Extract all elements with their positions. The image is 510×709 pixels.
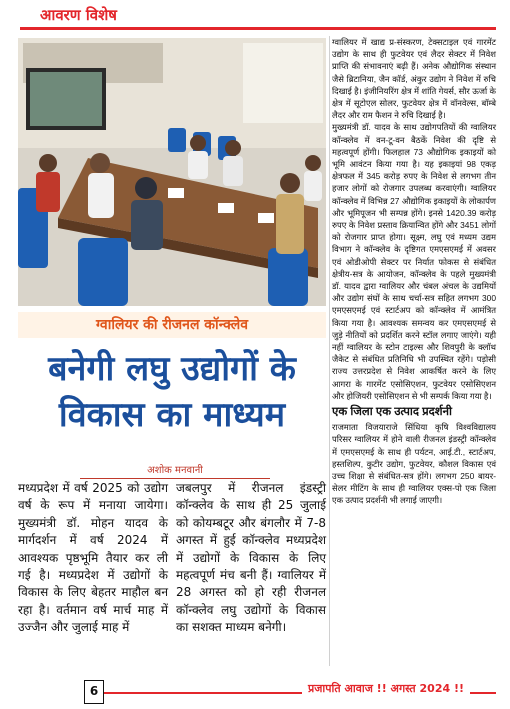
body-column-1: मध्यप्रदेश में वर्ष 2025 को उद्योग वर्ष के रूप में मनाया जायेगा। मुख्यमंत्री डॉ. मोहन यादव के मार्गदर्शन में वर्ष 2024 में आवश्यक पृष्ठभूमि तैयार कर ली गई है। मध्यप्रदेश में उद्योगों के विकास के लिए बेहतर माहौल बन रहा है। वर्तमान वर्ष मार्च माह में उज्जैन और जुलाई माह में <box>18 481 168 635</box>
header-rule <box>20 27 496 30</box>
page-number: 6 <box>84 680 104 704</box>
headline-line-1: बनेगी लघु उद्योगों के <box>48 349 296 389</box>
right-paragraph-1: ग्वालियर में खाद्य प्र-संस्करण, टेक्सटाइल एवं गारमेंट उद्योग के साथ ही फुटवेयर एवं लैदर सेक्टर में निवेश प्राप्ति की संभावनाएं बढ़ी हैं। अनेक औद्योगिक संस्थान जैसे ब्रिटानिया, जैन कॉर्ड, अंकुर उद्योग ने निवेश में रुचि दिखाई है। इंजीनियरिंग क्षेत्र में शांति गेयर्स, सौर ऊर्जा के क्षेत्र में सूटोएल सोलर, फुटवेयर क्षेत्र में वॉनवेल्स, बॉम्बे लैदर और राम फैशन ने रुचि दिखाई है। <box>332 37 496 121</box>
page-header <box>0 0 510 30</box>
author-byline: अशोक मनवानी <box>80 462 270 479</box>
magazine-name: प्रजापति आवाज !! अगस्त 2024 !! <box>302 681 470 696</box>
right-column <box>332 36 496 507</box>
right-paragraph-3: राजमाता विजयाराजे सिंधिया कृषि विश्वविद्यालय परिसर ग्वालियर में होने वाली रीजनल इंडस्ट्री कॉन्क्लेव में एमएसएमई के साथ ही पर्यटन, आई.टी., स्टार्टअप, हस्तशिल्प, कुटीर उद्योग, फुटवेयर, कौशल विकास एवं उच्च शिक्षा से संबंधित-सत्र होंगे। लगभग 250 बायर-सेलर मीटिंग के साथ ही ग्वालियर एक्स-पो एक जिला एक उत्पाद प्रदर्शनी भी लगाई जाएगी। <box>332 422 496 506</box>
column-divider <box>329 36 330 666</box>
kicker-text: ग्वालियर की रीजनल कॉन्क्लेव <box>96 317 248 333</box>
page-footer <box>0 678 510 709</box>
article-kicker <box>18 312 326 338</box>
meeting-photo <box>18 38 326 306</box>
right-paragraph-2: मुख्यमंत्री डॉ. यादव के साथ उद्योगपतियों की ग्वालियर कॉन्क्लेव में वन-टू-वन बैठकें निवेश की दृष्टि से महत्वपूर्ण होंगी। फिलहाल 73 औद्योगिक इकाइयों को भूमि आवंटन किया गया है। यह इकाइयां 98 एकड़ क्षेत्रफल में 345 करोड़ रुपए के निवेश से लगभग तीन हजार लोगों को रोजगार उपलब्ध करवाएंगी। ग्वालियर कॉन्क्लेव में विभिन्न 27 औद्योगिक इकाइयों के लोकार्पण और भूमिपूजन भी सम्पन्न होंगे। इनसे 1420.39 करोड़ रुपए के निवेश प्रस्ताव क्रियान्वित होंगे और 3451 लोगों को रोजगार प्राप्त होगा। सूक्ष्म, लघु एवं मध्यम उद्यम विभाग ने कॉन्क्लेव के दृष्टिगत एमएसएमई में अवसर एवं ओडीओपी सेक्टर पर निर्यात फोकस से संबंधित क्षेत्रीय-सत्र के आयोजन, कॉन्क्लेव के पहले मुख्यमंत्री डॉ. यादव द्वारा ग्वालियर और चंबल अंचल के उद्यमियों और उद्योग संघों के साथ चर्चा-सत्र सहित लगभग 300 एमएसएमई एवं स्टार्टअप को कॉन्क्लेव में आमंत्रित किया गया है। आवश्यक समन्वय कर एमएसएमई से जुड़े नीतियों को प्रदर्शित करने स्टॉल लगाए जाएंगे। यही नहीं ग्वालियर के स्टोन टाइल्स और शिवपुरी के क्लॉथ जैकेट से संबंधित प्रतिनिधि भी उपस्थित रहेंगे। पड़ोसी राज्य उत्तरप्रदेश से निवेश आकर्षित करने के लिए आगरा के गारमेंट एसोसिएशन, फुटवेयर एसोसिएशन और होजियरी एसोसिएशन से भी सम्पर्क किया गया है। <box>332 122 496 401</box>
meeting-photo-illustration <box>18 38 326 306</box>
article-headline <box>18 346 326 438</box>
right-subheading: एक जिला एक उत्पाद प्रदर्शनी <box>332 406 452 419</box>
headline-line-2: विकास का माध्यम <box>58 395 286 435</box>
body-column-2: जबलपुर में रीजनल इंडस्ट्री कॉन्क्लेव के साथ ही 25 जुलाई को कोयम्बटूर और बंगलौर में 7-8 अगस्त में हुई कॉन्क्लेव मध्यप्रदेश में उद्योगों के विकास के लिए महत्वपूर्ण मंच बनी हैं। ग्वालियर में 28 अगस्त को हो रही रीजनल कॉन्क्लेव लघु उद्योगों के विकास का सशक्त माध्यम बनेगी। <box>176 481 326 635</box>
section-title: आवरण विशेष <box>40 6 117 24</box>
